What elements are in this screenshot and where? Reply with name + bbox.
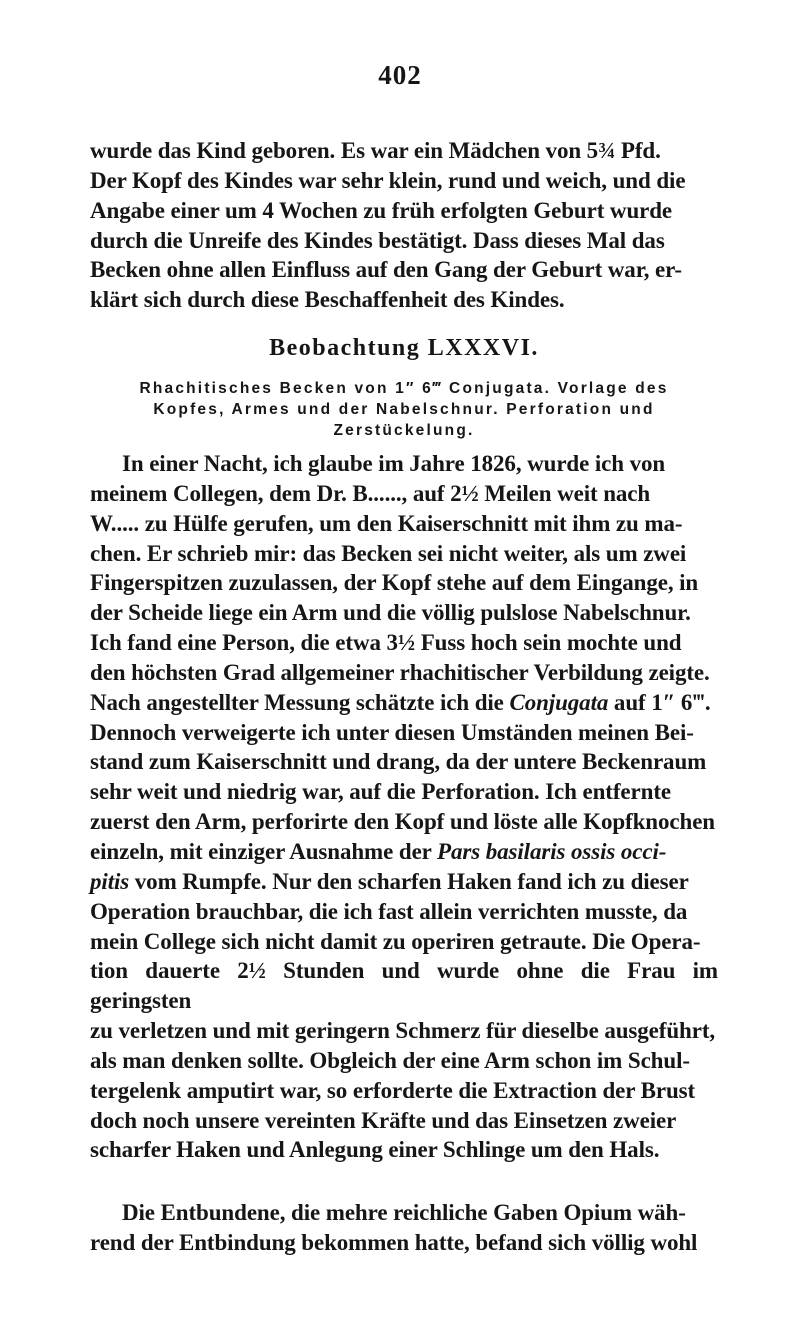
intro-paragraph <box>90 136 718 315</box>
observation-subtitle <box>90 378 718 441</box>
text-line: den höchsten Grad allgemeiner rhachitischer Verbildung zeigte. <box>90 659 710 685</box>
subtitle-line: Zerstückelung. <box>333 422 475 439</box>
text-line: klärt sich durch diese Beschaffenheit des Kindes. <box>90 287 565 313</box>
text-line <box>90 837 718 867</box>
page-number: 402 <box>378 60 422 90</box>
italic-term: Pars basilaris ossis occi- <box>437 838 667 864</box>
text-line: zuerst den Arm, perforirte den Kopf und löste alle Kopfknochen <box>90 809 715 835</box>
text-line: Becken ohne allen Einfluss auf den Gang der Geburt war, er- <box>90 257 682 283</box>
text-line <box>90 867 718 897</box>
text-line: Dennoch verweigerte ich unter diesen Umständen meinen Bei- <box>90 719 694 745</box>
observation-heading: Beobachtung LXXXVI. <box>269 335 539 361</box>
body-paragraph-2 <box>90 1198 718 1258</box>
text-span: vom Rumpfe. Nur den scharfen Haken fand ich zu dieser <box>134 868 689 894</box>
text-span: einzeln, mit einziger Ausnahme der <box>90 838 432 864</box>
text-line: durch die Unreife des Kindes bestätigt. Dass dieses Mal das <box>90 227 665 253</box>
text-line: Die Entbundene, die mehre reichliche Gaben Opium wäh- <box>122 1200 686 1225</box>
italic-term: Conjugata <box>509 689 609 715</box>
text-line: Operation brauchbar, die ich fast allein verrichten musste, da <box>90 898 688 924</box>
text-line: als man denken sollte. Obgleich der eine Arm schon im Schul- <box>90 1047 690 1073</box>
text-line <box>90 688 718 718</box>
text-line: tergelenk amputirt war, so erforderte die Extraction der Brust <box>90 1077 696 1103</box>
text-line: W..... zu Hülfe gerufen, um den Kaiserschnitt mit ihm zu ma- <box>90 510 683 536</box>
subtitle-line: Kopfes, Armes und der Nabelschnur. Perforation und <box>153 401 655 418</box>
text-line: scharfer Haken und Anlegung einer Schlinge um den Hals. <box>90 1137 660 1163</box>
text-line: meinem Collegen, dem Dr. B......, auf 2½ Meilen weit nach <box>90 480 651 506</box>
subtitle-line: Rhachitisches Becken von 1″ 6‴ Conjugata. Vorlage des <box>139 380 669 397</box>
body-paragraph-1 <box>90 449 718 1165</box>
text-line: Angabe einer um 4 Wochen zu früh erfolgten Geburt wurde <box>90 197 673 223</box>
text-line: doch noch unsere vereinten Kräfte und das Einsetzen zweier <box>90 1107 677 1133</box>
text-span: Nach angestellter Messung schätzte ich die <box>90 689 504 715</box>
text-line: tion dauerte 2½ Stunden und wurde ohne die Frau im geringsten <box>90 958 718 1014</box>
text-span: auf 1″ 6‴. <box>613 689 711 715</box>
text-line: stand zum Kaiserschnitt und drang, da der untere Beckenraum <box>90 749 707 775</box>
text-line: Ich fand eine Person, die etwa 3½ Fuss hoch sein mochte und <box>90 630 682 656</box>
text-line: wurde das Kind geboren. Es war ein Mädchen von 5¾ Pfd. <box>90 138 661 163</box>
text-line: der Scheide liege ein Arm und die völlig pulslose Nabelschnur. <box>90 600 691 626</box>
text-line: Der Kopf des Kindes war sehr klein, rund und weich, und die <box>90 167 686 193</box>
text-line: chen. Er schrieb mir: das Becken sei nicht weiter, als um zwei <box>90 540 687 566</box>
italic-term: pitis <box>90 868 130 894</box>
text-line: sehr weit und niedrig war, auf die Perforation. Ich entfernte <box>90 779 671 805</box>
text-line: mein College sich nicht damit zu operiren getraute. Die Opera- <box>90 928 701 954</box>
text-line: rend der Entbindung bekommen hatte, befand sich völlig wohl <box>90 1229 698 1255</box>
text-line: Fingerspitzen zuzulassen, der Kopf stehe auf dem Eingange, in <box>90 570 699 596</box>
text-line: zu verletzen und mit geringern Schmerz für dieselbe ausgeführt, <box>90 1018 716 1044</box>
text-line: In einer Nacht, ich glaube im Jahre 1826, wurde ich von <box>122 451 666 476</box>
